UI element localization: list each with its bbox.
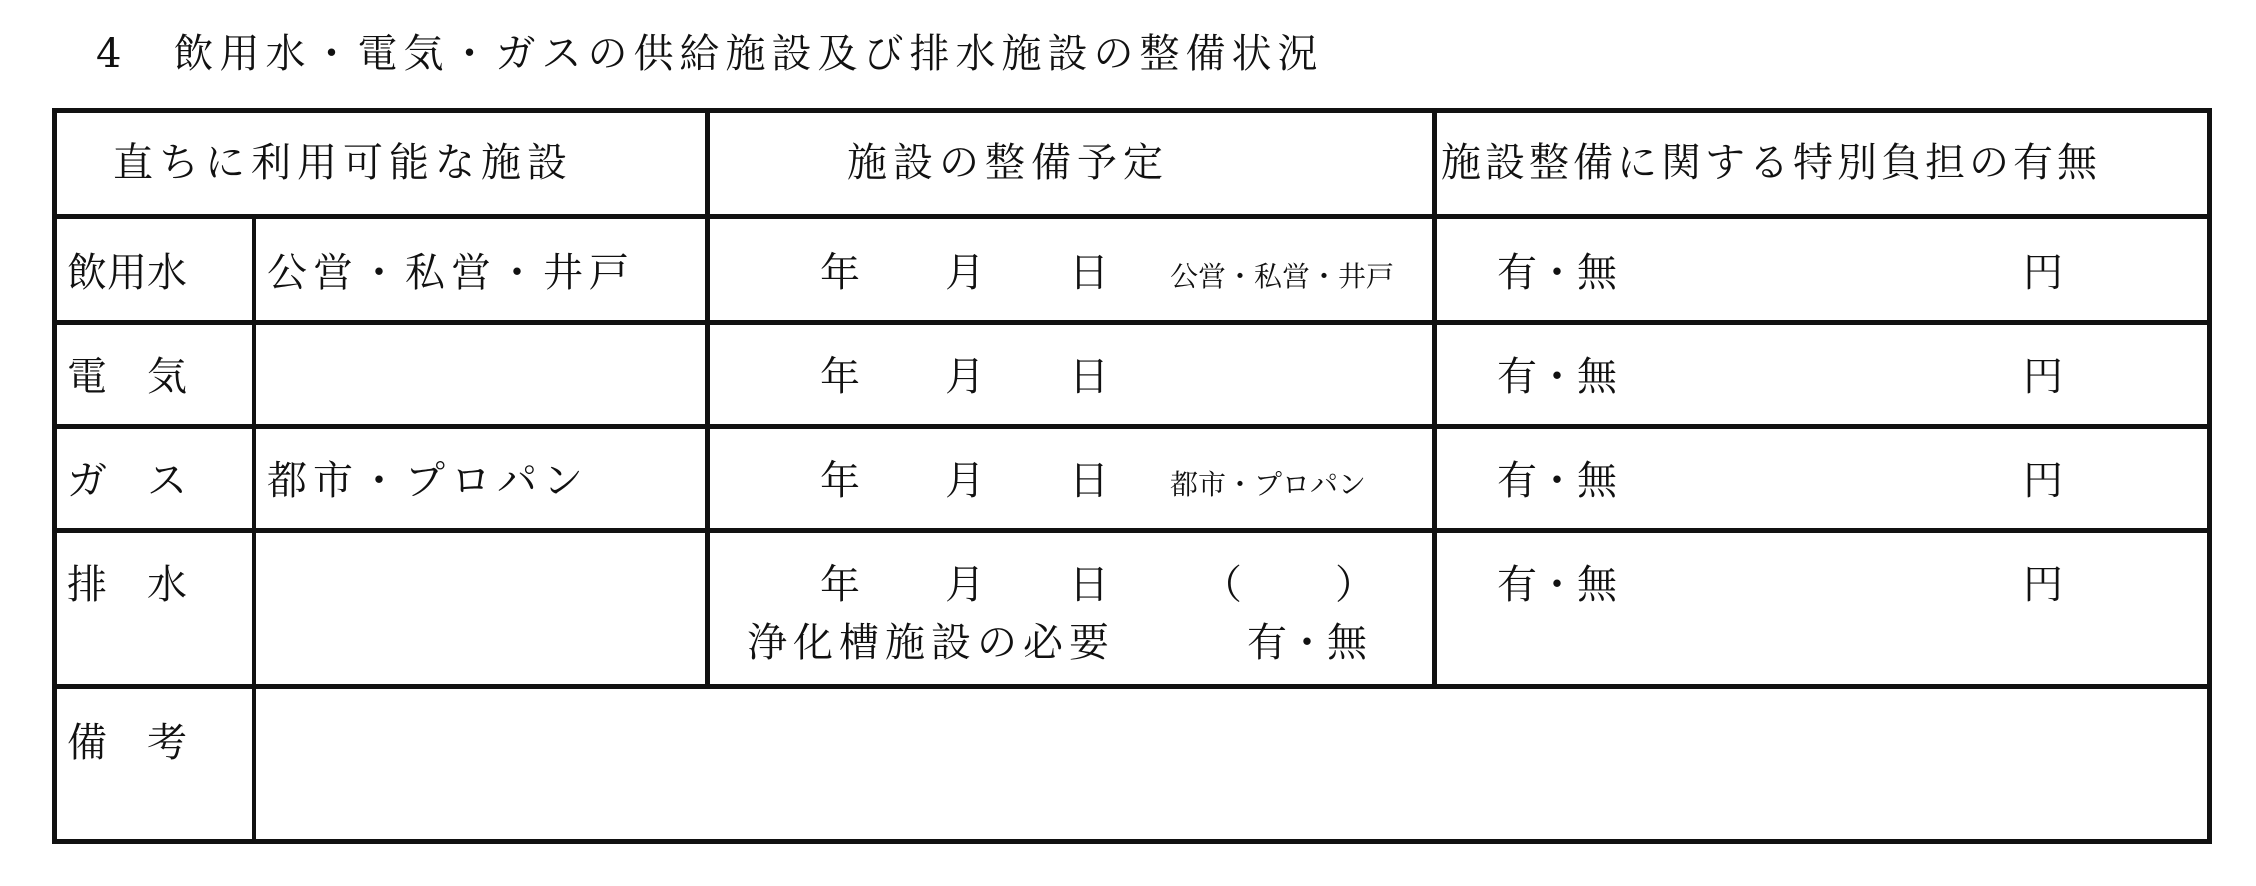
plan-paren-close: ） xyxy=(1335,562,1375,608)
grid-line xyxy=(57,528,2207,533)
facility-status-form xyxy=(52,108,2212,844)
plan-day: 日 xyxy=(1069,354,1109,400)
burden-choice: 有・無 xyxy=(1497,354,1617,400)
plan-day: 日 xyxy=(1069,458,1109,504)
grid-line xyxy=(57,424,2207,429)
header-burden: 施設整備に関する特別負担の有無 xyxy=(1441,140,2101,186)
page-title: 4 飲用水・電気・ガスの供給施設及び排水施設の整備状況 xyxy=(96,31,1324,77)
plan-year: 年 xyxy=(820,458,860,504)
plan-year: 年 xyxy=(820,562,860,608)
plan-month: 月 xyxy=(945,562,985,608)
grid-line xyxy=(1432,113,1437,687)
plan-note: 都市・プロパン xyxy=(1170,468,1367,501)
plan-year: 年 xyxy=(820,250,860,296)
plan-month: 月 xyxy=(945,354,985,400)
grid-line xyxy=(57,214,2207,219)
burden-choice: 有・無 xyxy=(1497,250,1617,296)
plan-month: 月 xyxy=(945,458,985,504)
septic-label: 浄化槽施設の必要 xyxy=(747,620,1115,666)
row-label: 排 水 xyxy=(67,562,187,608)
remarks-label: 備 考 xyxy=(67,720,187,766)
burden-choice: 有・無 xyxy=(1497,562,1617,608)
grid-line xyxy=(57,684,2207,689)
available-value: 公営・私営・井戸 xyxy=(267,250,635,296)
burden-yen: 円 xyxy=(2023,250,2063,296)
burden-choice: 有・無 xyxy=(1497,458,1617,504)
row-label: 飲用水 xyxy=(67,250,187,296)
plan-day: 日 xyxy=(1069,562,1109,608)
grid-line xyxy=(252,214,256,844)
plan-paren-open: （ xyxy=(1202,562,1242,608)
burden-yen: 円 xyxy=(2023,458,2063,504)
header-available: 直ちに利用可能な施設 xyxy=(113,140,573,186)
septic-choice: 有・無 xyxy=(1247,620,1367,666)
grid-line xyxy=(57,320,2207,325)
plan-note: 公営・私営・井戸 xyxy=(1170,260,1395,293)
grid-line xyxy=(705,113,710,687)
plan-day: 日 xyxy=(1069,250,1109,296)
row-label: ガ ス xyxy=(67,458,187,504)
available-value: 都市・プロパン xyxy=(267,458,589,504)
burden-yen: 円 xyxy=(2023,354,2063,400)
burden-yen: 円 xyxy=(2023,562,2063,608)
header-planned: 施設の整備予定 xyxy=(847,140,1169,186)
plan-year: 年 xyxy=(820,354,860,400)
plan-month: 月 xyxy=(945,250,985,296)
row-label: 電 気 xyxy=(67,354,187,400)
